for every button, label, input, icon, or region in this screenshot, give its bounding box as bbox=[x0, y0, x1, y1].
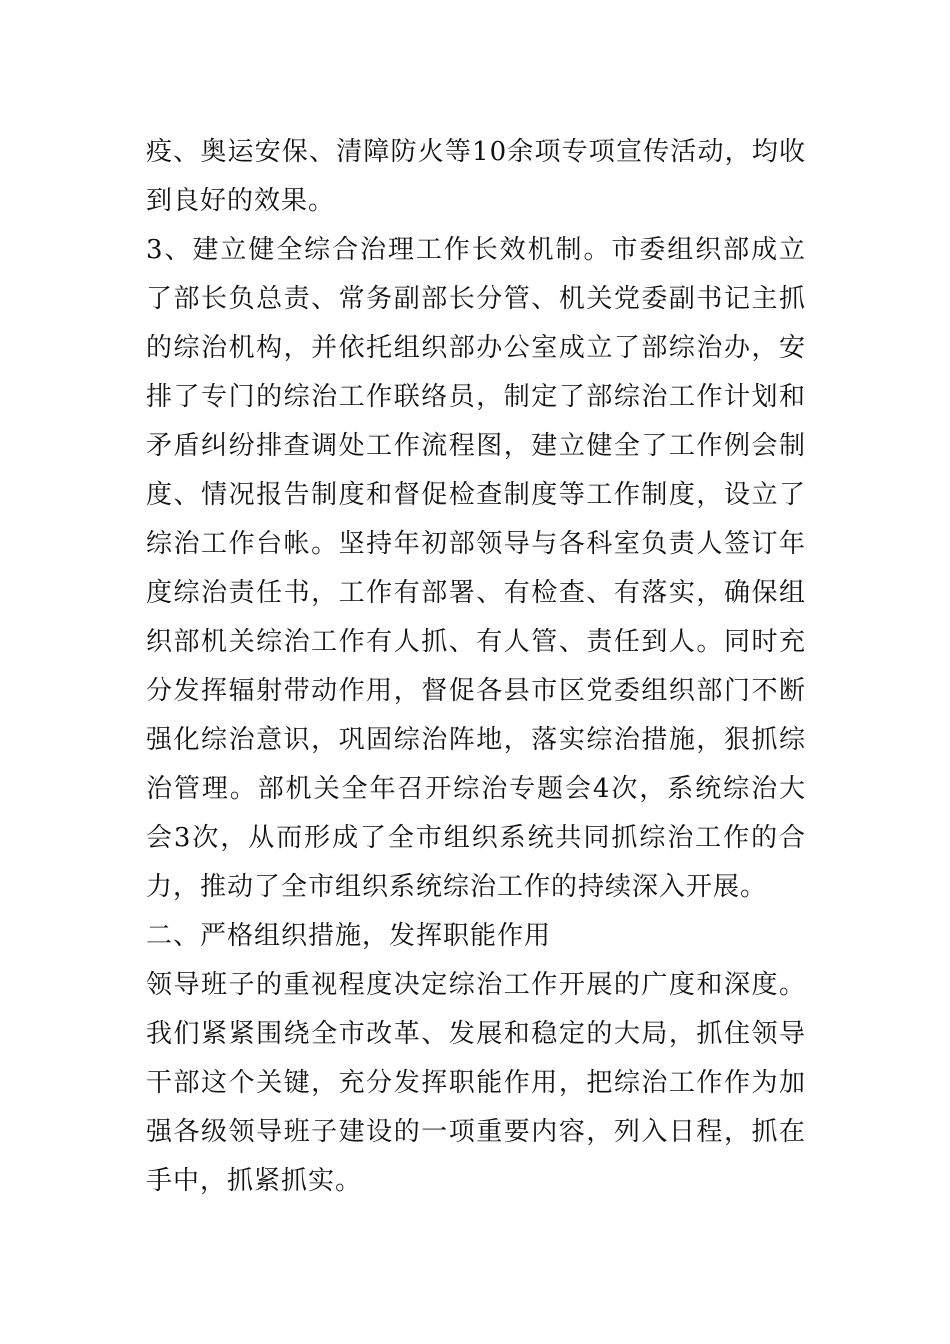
paragraph-leadership: 领导班子的重视程度决定综治工作开展的广度和深度。我们紧紧围绕全市改革、发展和稳定的大局，抓住领导干部这个关键，充分发挥职能作用，把综治工作作为加强各级领导班子建设的一项重要内容，列入日程，抓在手中，抓紧抓实。 bbox=[146, 970, 806, 1196]
document-body bbox=[146, 128, 806, 1206]
section-heading: 二、严格组织措施，发挥职能作用 bbox=[146, 921, 552, 951]
paragraph-continuation: 疫、奥运安保、清障防火等10余项专项宣传活动，均收到良好的效果。 bbox=[146, 137, 806, 216]
paragraph-mechanism: 3、建立健全综合治理工作长效机制。市委组织部成立了部长负总责、常务副部长分管、机关党委副书记主抓的综治机构，并依托组织部办公室成立了部综治办，安排了专门的综治工作联络员，制定了部综治工作计划和矛盾纠纷排查调处工作流程图，建立健全了工作例会制度、情况报告制度和督促检查制度等工作制度，设立了综治工作台帐。坚持年初部领导与各科室负责人签订年度综治责任书，工作有部署、有检查、有落实，确保组织部机关综治工作有人抓、有人管、责任到人。同时充分发挥辐射带动作用，督促各县市区党委组织部门不断强化综治意识，巩固综治阵地，落实综治措施，狠抓综治管理。部机关全年召开综治专题会4次，系统综治大会3次，从而形成了全市组织系统共同抓综治工作的合力，推动了全市组织系统综治工作的持续深入开展。 bbox=[146, 235, 806, 902]
